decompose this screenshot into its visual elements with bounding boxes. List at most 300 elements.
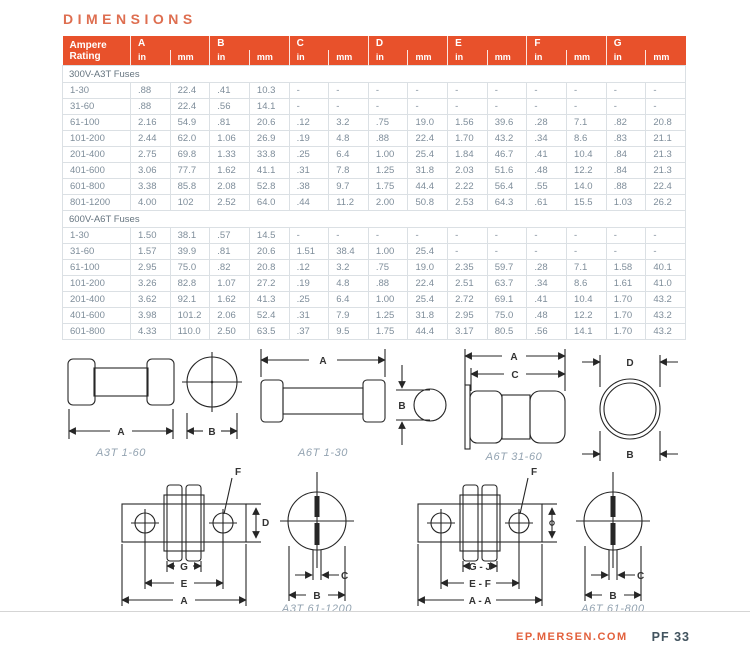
dimension-cell: 2.50 <box>210 324 250 340</box>
dimension-cell: 69.8 <box>170 147 210 163</box>
dimension-cell: 3.2 <box>329 260 369 276</box>
dimension-cell: 3.17 <box>448 324 488 340</box>
dimension-c <box>295 550 348 582</box>
dim-label-b: B <box>398 401 406 412</box>
dimension-cell: - <box>289 83 329 99</box>
ampere-rating-cell: 31-60 <box>63 99 131 115</box>
dimension-cell: 1.07 <box>210 276 250 292</box>
dimension-cell: - <box>368 228 408 244</box>
dimension-cell: - <box>448 99 488 115</box>
table-row <box>63 308 686 324</box>
dimension-cell: 21.3 <box>646 163 686 179</box>
dimension-cell: - <box>646 228 686 244</box>
column-header-c: C <box>289 36 368 50</box>
dimension-cell: .84 <box>606 147 646 163</box>
dim-label-b: B <box>626 450 634 461</box>
dimension-cell: - <box>368 83 408 99</box>
dimension-cell: .84 <box>606 163 646 179</box>
ampere-rating-header: Ampere Rating <box>63 36 131 66</box>
dimension-cell: 1.06 <box>210 131 250 147</box>
dim-label-f: F <box>531 467 538 478</box>
section-label: 300V-A3T Fuses <box>63 66 686 83</box>
dimension-a <box>261 349 385 377</box>
dimension-cell: 7.1 <box>567 260 607 276</box>
dimension-cell: 69.1 <box>487 292 527 308</box>
unit-header-mm: mm <box>329 50 369 66</box>
dimension-cell: 2.08 <box>210 179 250 195</box>
dimension-cell: 8.6 <box>567 276 607 292</box>
ampere-rating-cell: 801-1200 <box>63 195 131 211</box>
diagrams-row-2 <box>0 464 750 614</box>
dimension-cell: .44 <box>289 195 329 211</box>
table-row <box>63 83 686 99</box>
unit-header-in: in <box>606 50 646 66</box>
dimension-cell: - <box>448 228 488 244</box>
dimension-cell: 2.44 <box>131 131 171 147</box>
dimension-d <box>582 355 678 387</box>
dimension-cell: .82 <box>210 260 250 276</box>
ampere-rating-cell: 601-800 <box>63 179 131 195</box>
dimension-cell: 3.06 <box>131 163 171 179</box>
dimension-cell: 1.56 <box>448 115 488 131</box>
unit-header-in: in <box>210 50 250 66</box>
table-row <box>63 163 686 179</box>
dim-label-a-a: A - A <box>468 596 492 607</box>
dim-label-c: C <box>341 571 349 582</box>
dimension-cell: 46.7 <box>487 147 527 163</box>
dim-label-b: B <box>208 427 216 438</box>
dimension-cell: 38.4 <box>329 244 369 260</box>
dimension-cell: - <box>368 99 408 115</box>
dimension-cell: .41 <box>210 83 250 99</box>
unit-header-mm: mm <box>567 50 607 66</box>
dim-label-c: C <box>511 370 519 381</box>
dimension-cell: 3.26 <box>131 276 171 292</box>
unit-header-mm: mm <box>170 50 210 66</box>
dimension-cell: 2.03 <box>448 163 488 179</box>
dimension-cell: .25 <box>289 147 329 163</box>
table-row <box>63 276 686 292</box>
dimension-cell: .81 <box>210 244 250 260</box>
dimension-cell: 101.2 <box>170 308 210 324</box>
dimension-cell: 1.00 <box>368 244 408 260</box>
unit-header-mm: mm <box>487 50 527 66</box>
dimension-cell: .82 <box>606 115 646 131</box>
dimension-cell: .37 <box>289 324 329 340</box>
dimension-cell: .12 <box>289 115 329 131</box>
dimension-g <box>167 561 201 573</box>
dimension-cell: .48 <box>527 308 567 324</box>
dimension-cell: .88 <box>368 131 408 147</box>
dimension-cell: - <box>487 244 527 260</box>
fuse-side-view <box>465 385 565 449</box>
dimension-cell: - <box>408 99 448 115</box>
dimension-cell: 59.7 <box>487 260 527 276</box>
dimension-cell: .57 <box>210 228 250 244</box>
dimensions-table-body <box>63 66 686 340</box>
diagram-a6t-1-30 <box>258 347 448 459</box>
dimension-cell: - <box>646 99 686 115</box>
table-row <box>63 115 686 131</box>
dimension-cell: 10.3 <box>249 83 289 99</box>
dimension-cell: .28 <box>527 115 567 131</box>
fuse-side-view <box>261 380 385 422</box>
dimension-cell: 1.84 <box>448 147 488 163</box>
dimension-cell: 22.4 <box>170 99 210 115</box>
dimension-cell: 10.4 <box>567 292 607 308</box>
dimension-cell: 52.8 <box>249 179 289 195</box>
dimension-cell: 1.00 <box>368 147 408 163</box>
dimension-cell: 1.58 <box>606 260 646 276</box>
table-row <box>63 179 686 195</box>
ampere-rating-cell: 61-100 <box>63 115 131 131</box>
unit-header-mm: mm <box>646 50 686 66</box>
column-header-g: G <box>606 36 685 50</box>
dimension-cell: - <box>567 99 607 115</box>
diagram-caption: A6T 1-30 <box>297 447 349 459</box>
dimension-cell: 26.2 <box>646 195 686 211</box>
dimension-cell: 3.38 <box>131 179 171 195</box>
dimension-cell: - <box>329 83 369 99</box>
dimension-cell: .56 <box>210 99 250 115</box>
dimension-cell: 6.4 <box>329 292 369 308</box>
dimension-cell: .19 <box>289 276 329 292</box>
dimension-cell: 22.4 <box>408 276 448 292</box>
dimension-cell: 39.9 <box>170 244 210 260</box>
diagram-caption: A3T 61-1200 <box>281 603 353 614</box>
ampere-rating-cell: 401-600 <box>63 163 131 179</box>
dimension-cell: 1.70 <box>606 292 646 308</box>
dimension-cell: 27.2 <box>249 276 289 292</box>
dimension-cell: .48 <box>527 163 567 179</box>
dimension-cell: 14.0 <box>567 179 607 195</box>
dimension-cell: - <box>567 228 607 244</box>
dimension-cell: .28 <box>527 260 567 276</box>
dimension-cell: .38 <box>289 179 329 195</box>
dimension-cell: 2.51 <box>448 276 488 292</box>
dimension-cell: 38.1 <box>170 228 210 244</box>
dimension-cell: .19 <box>289 131 329 147</box>
table-row <box>63 131 686 147</box>
dimension-cell: - <box>646 83 686 99</box>
dimension-cell: 1.70 <box>448 131 488 147</box>
dimension-cell: - <box>487 228 527 244</box>
dim-label-g: G <box>180 562 188 573</box>
dimension-cell: .41 <box>527 292 567 308</box>
dimension-cell: 4.00 <box>131 195 171 211</box>
dimension-cell: 20.8 <box>249 260 289 276</box>
dim-label-a: A <box>117 427 125 438</box>
dimension-cell: .88 <box>131 83 171 99</box>
dimension-cell: 25.4 <box>408 244 448 260</box>
dimension-cell: - <box>329 228 369 244</box>
dimension-cell: 3.98 <box>131 308 171 324</box>
fuse-end-view <box>600 379 660 439</box>
dimension-cell: 22.4 <box>170 83 210 99</box>
dimension-cell: .34 <box>527 131 567 147</box>
dimension-cell: 44.4 <box>408 324 448 340</box>
dimension-cell: 1.57 <box>131 244 171 260</box>
dim-label-b: B <box>609 591 617 602</box>
page-title: DIMENSIONS <box>63 11 197 27</box>
dimension-cell: .88 <box>131 99 171 115</box>
table-row <box>63 324 686 340</box>
dimension-cell: 2.06 <box>210 308 250 324</box>
dimension-cell: 56.4 <box>487 179 527 195</box>
dimension-cell: 52.4 <box>249 308 289 324</box>
dimension-a-a <box>418 544 542 607</box>
dimension-cell: 1.62 <box>210 292 250 308</box>
dimension-cell: 19.0 <box>408 260 448 276</box>
table-row <box>63 244 686 260</box>
table-row <box>63 228 686 244</box>
unit-header-in: in <box>368 50 408 66</box>
dimension-cell: 31.8 <box>408 308 448 324</box>
fuse-side-view <box>68 359 174 405</box>
dimension-g-j <box>463 561 497 573</box>
dimension-cell: .88 <box>368 276 408 292</box>
dimension-cell: - <box>448 244 488 260</box>
dimension-cell: 110.0 <box>170 324 210 340</box>
dimension-cell: .81 <box>210 115 250 131</box>
dimension-cell: .75 <box>368 260 408 276</box>
diagram-caption: A6T 31-60 <box>485 451 543 463</box>
dimension-cell: 14.5 <box>249 228 289 244</box>
dimension-cell: 8.6 <box>567 131 607 147</box>
dimension-cell: 1.33 <box>210 147 250 163</box>
dim-label-f: F <box>235 467 242 478</box>
dimension-cell: - <box>487 83 527 99</box>
dimension-cell: 44.4 <box>408 179 448 195</box>
dimension-cell: 75.0 <box>487 308 527 324</box>
diagram-a3t-61-1200 <box>120 464 370 614</box>
section-label: 600V-A6T Fuses <box>63 211 686 228</box>
dimension-cell: 62.0 <box>170 131 210 147</box>
table-row <box>63 195 686 211</box>
dimension-cell: - <box>567 244 607 260</box>
dimension-cell: 43.2 <box>646 308 686 324</box>
dimension-d <box>542 504 557 542</box>
page-footer <box>0 611 750 662</box>
dimension-cell: 2.22 <box>448 179 488 195</box>
dimension-cell: 4.8 <box>329 276 369 292</box>
dimension-cell: 2.95 <box>131 260 171 276</box>
dimension-cell: 2.72 <box>448 292 488 308</box>
dimension-cell: - <box>606 99 646 115</box>
section-row <box>63 211 686 228</box>
dimension-cell: 63.7 <box>487 276 527 292</box>
ampere-rating-cell: 401-600 <box>63 308 131 324</box>
dim-label-d: D <box>262 518 270 529</box>
dimension-cell: - <box>606 228 646 244</box>
dimension-cell: .41 <box>527 147 567 163</box>
dimension-cell: - <box>408 228 448 244</box>
dimension-cell: 20.6 <box>249 115 289 131</box>
dimension-f <box>224 467 241 514</box>
dimension-cell: 9.5 <box>329 324 369 340</box>
dimension-cell: 1.75 <box>368 324 408 340</box>
dimension-cell: 22.4 <box>646 179 686 195</box>
dimension-cell: 2.00 <box>368 195 408 211</box>
dimension-cell: - <box>527 244 567 260</box>
ampere-rating-cell: 1-30 <box>63 228 131 244</box>
dimension-cell: 25.4 <box>408 147 448 163</box>
dim-label-g-j: G - J <box>468 562 492 573</box>
unit-header-in: in <box>289 50 329 66</box>
dimension-d <box>246 504 269 542</box>
dimension-cell: 40.1 <box>646 260 686 276</box>
dimension-cell: 15.5 <box>567 195 607 211</box>
dim-label-c: C <box>637 571 645 582</box>
dimension-cell: - <box>527 99 567 115</box>
dimension-cell: - <box>329 99 369 115</box>
table-row <box>63 260 686 276</box>
dimension-cell: 1.61 <box>606 276 646 292</box>
dim-label-b: B <box>313 591 321 602</box>
unit-header-mm: mm <box>249 50 289 66</box>
dimension-cell: .31 <box>289 308 329 324</box>
unit-header-mm: mm <box>408 50 448 66</box>
dimension-cell: 4.8 <box>329 131 369 147</box>
dimension-cell: 2.53 <box>448 195 488 211</box>
dimension-cell: .61 <box>527 195 567 211</box>
dimension-cell: 21.3 <box>646 147 686 163</box>
dimension-cell: 1.25 <box>368 163 408 179</box>
page <box>0 11 750 644</box>
dimension-f <box>520 467 537 514</box>
dimension-cell: 20.6 <box>249 244 289 260</box>
dim-label-e: E <box>180 579 188 590</box>
dimension-cell: 33.8 <box>249 147 289 163</box>
dimension-cell: 50.8 <box>408 195 448 211</box>
column-header-a: A <box>131 36 210 50</box>
column-header-b: B <box>210 36 289 50</box>
column-header-e: E <box>448 36 527 50</box>
dimension-cell: 43.2 <box>487 131 527 147</box>
dimension-cell: - <box>527 83 567 99</box>
dimension-cell: 12.2 <box>567 308 607 324</box>
dimension-cell: - <box>408 83 448 99</box>
dimension-cell: 41.1 <box>249 163 289 179</box>
dimension-cell: 51.6 <box>487 163 527 179</box>
dimension-cell: 7.9 <box>329 308 369 324</box>
dim-label-e-f: E - F <box>469 579 491 590</box>
dimension-cell: 39.6 <box>487 115 527 131</box>
dimension-b <box>187 413 237 439</box>
dimension-cell: .83 <box>606 131 646 147</box>
dimension-cell: 7.8 <box>329 163 369 179</box>
dimension-cell: 64.0 <box>249 195 289 211</box>
dimension-cell: 41.0 <box>646 276 686 292</box>
ampere-rating-cell: 201-400 <box>63 147 131 163</box>
dimension-cell: - <box>487 99 527 115</box>
dim-label-a: A <box>180 596 188 607</box>
dimensions-table <box>62 36 686 340</box>
fuse-end-view <box>280 472 354 568</box>
ampere-rating-cell: 201-400 <box>63 292 131 308</box>
dimension-cell: 1.03 <box>606 195 646 211</box>
dimension-cell: .12 <box>289 260 329 276</box>
dimension-cell: - <box>289 228 329 244</box>
dimension-a <box>69 409 173 439</box>
dimension-cell: 2.52 <box>210 195 250 211</box>
dimension-cell: 1.25 <box>368 308 408 324</box>
table-header <box>63 36 686 66</box>
diagram-a6t-31-60 <box>462 347 682 463</box>
dimension-cell: 12.2 <box>567 163 607 179</box>
dimension-a <box>122 544 246 607</box>
dimension-cell: 102 <box>170 195 210 211</box>
dimension-cell: 85.8 <box>170 179 210 195</box>
dimension-cell: 43.2 <box>646 324 686 340</box>
dimension-cell: - <box>567 83 607 99</box>
dimension-cell: 82.8 <box>170 276 210 292</box>
dimension-cell: 4.33 <box>131 324 171 340</box>
ampere-rating-cell: 1-30 <box>63 83 131 99</box>
fuse-end-view <box>576 472 650 568</box>
dimension-cell: - <box>289 99 329 115</box>
dimension-cell: 1.00 <box>368 292 408 308</box>
dimension-cell: 21.1 <box>646 131 686 147</box>
unit-header-in: in <box>527 50 567 66</box>
dimension-cell: 3.2 <box>329 115 369 131</box>
unit-header-in: in <box>448 50 488 66</box>
dimension-cell: 1.62 <box>210 163 250 179</box>
dimension-cell: 54.9 <box>170 115 210 131</box>
dim-label-a: A <box>319 356 327 367</box>
dimension-cell: 1.50 <box>131 228 171 244</box>
diagram-caption: A6T 61-800 <box>581 603 645 614</box>
dimension-cell: 2.95 <box>448 308 488 324</box>
column-header-f: F <box>527 36 606 50</box>
unit-header-in: in <box>131 50 171 66</box>
dimension-cell: 80.5 <box>487 324 527 340</box>
footer-url[interactable]: EP.MERSEN.COM <box>516 631 628 643</box>
dimension-cell: .34 <box>527 276 567 292</box>
dimension-cell: 26.9 <box>249 131 289 147</box>
diagram-a6t-61-800 <box>416 464 666 614</box>
ampere-rating-cell: 61-100 <box>63 260 131 276</box>
dimension-cell: - <box>527 228 567 244</box>
diagram-a3t-1-60 <box>66 347 244 459</box>
dimension-cell: 6.4 <box>329 147 369 163</box>
dimension-b <box>398 365 405 445</box>
dimension-cell: - <box>448 83 488 99</box>
dimension-cell: 14.1 <box>249 99 289 115</box>
dimension-cell: 7.1 <box>567 115 607 131</box>
dim-label-d: D <box>626 358 634 369</box>
column-header-d: D <box>368 36 447 50</box>
dimension-cell: 11.2 <box>329 195 369 211</box>
dimension-cell: - <box>606 83 646 99</box>
dimension-cell: 9.7 <box>329 179 369 195</box>
dimension-cell: 75.0 <box>170 260 210 276</box>
dimension-cell: 20.8 <box>646 115 686 131</box>
dimension-cell: .25 <box>289 292 329 308</box>
dimension-cell: 1.51 <box>289 244 329 260</box>
dimension-cell: 10.4 <box>567 147 607 163</box>
dimension-c <box>471 368 565 391</box>
dimension-c <box>591 550 644 582</box>
dimension-cell: .31 <box>289 163 329 179</box>
dimension-cell: .88 <box>606 179 646 195</box>
dimension-cell: 14.1 <box>567 324 607 340</box>
table-row <box>63 147 686 163</box>
diagram-caption: A3T 1-60 <box>95 447 147 459</box>
ampere-rating-cell: 101-200 <box>63 131 131 147</box>
dimension-cell: 1.75 <box>368 179 408 195</box>
table-row <box>63 99 686 115</box>
